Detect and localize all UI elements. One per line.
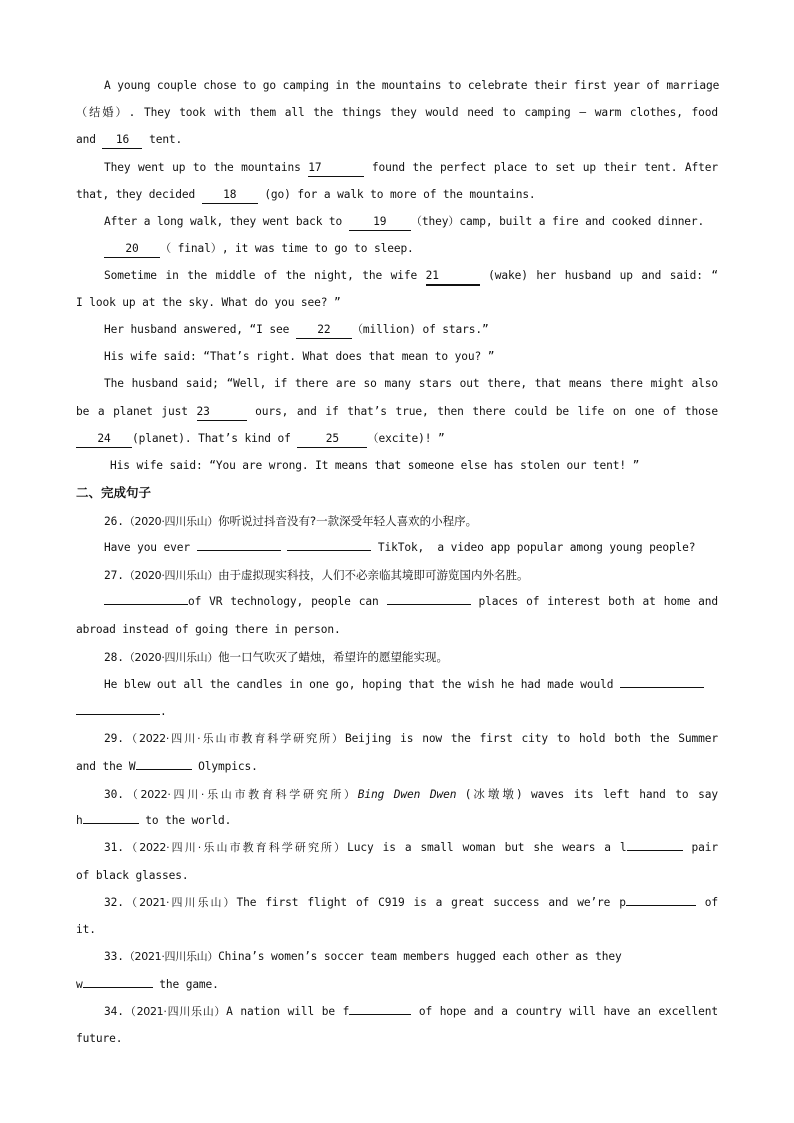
question-34: 34.（2021·四川乐山）A nation will be f of hope and a country will have an excellent [104, 1005, 718, 1018]
blank-20[interactable]: 20 [104, 241, 160, 258]
question-28-answer: . [76, 702, 718, 722]
blank-22[interactable]: 22 [296, 322, 352, 339]
answer-blank[interactable] [626, 905, 696, 906]
passage-line [76, 103, 718, 123]
answer-blank[interactable] [627, 850, 683, 851]
passage-line: After a long walk, they went back to 19 （they）camp, built a fire and cooked dinner. [104, 212, 718, 232]
passage-line [104, 76, 718, 96]
passage-line: Sometime in the middle of the night, the wife 21 (wake) her husband up and said: “ [104, 266, 718, 286]
question-33: 33.（2021·四川乐山）China’s women’s soccer team members hugged each other as they [104, 950, 622, 963]
passage-text: A young couple chose to go camping in the mountains to celebrate their first year of marriage [104, 79, 720, 92]
passage-text: （结婚）. They took with them all the things they would need to camping — warm clothes, food [76, 106, 718, 119]
question-26: 26.（2020·四川乐山）你听说过抖音没有?一款深受年轻人喜欢的小程序。 [104, 514, 478, 528]
question-26-answer: Have you ever TikTok, a video app popular among young people? [104, 541, 696, 554]
answer-blank[interactable] [76, 714, 160, 715]
answer-blank[interactable] [83, 823, 139, 824]
question-33-answer: w the game. [76, 978, 219, 991]
passage-line: His wife said: “That’s right. What does that mean to you? ” [104, 350, 495, 363]
answer-blank[interactable] [104, 604, 188, 605]
passage-line: and 16 tent. [76, 130, 718, 150]
passage-line: The husband said; “Well, if there are so many stars out there, that means there might also [104, 377, 718, 390]
passage-line: 24 (planet). That’s kind of 25 （excite)! ” [76, 429, 718, 449]
question-28-answer: He blew out all the candles in one go, hoping that the wish he had made would [104, 675, 718, 695]
question-30: 30.（2022·四川·乐山市教育科学研究所）Bing Dwen Dwen (冰墩墩) waves its left hand to say [104, 787, 718, 801]
question-27-answer: abroad instead of going there in person. [76, 623, 341, 636]
blank-25[interactable]: 25 [297, 431, 367, 448]
answer-blank[interactable] [136, 769, 192, 770]
passage-line: 20 （ final）, it was time to go to sleep. [104, 239, 718, 259]
question-29-answer: and the W Olympics. [76, 760, 258, 773]
answer-blank[interactable] [197, 550, 281, 551]
section-heading: 二、完成句子 [76, 485, 152, 500]
passage-line: Her husband answered, “I see 22 （million) of stars.” [104, 320, 718, 340]
question-31-answer: of black glasses. [76, 869, 189, 882]
blank-19[interactable]: 19 [349, 214, 411, 231]
passage-line: They went up to the mountains 17 found the perfect place to set up their tent. After [104, 158, 718, 178]
blank-18[interactable]: 18 [202, 187, 258, 204]
answer-blank[interactable] [287, 550, 371, 551]
question-31: 31.（2022·四川·乐山市教育科学研究所）Lucy is a small woman but she wears a l pair [104, 841, 718, 854]
blank-23[interactable]: 23 [197, 404, 247, 421]
question-32-answer: it. [76, 923, 96, 936]
question-28: 28.（2020·四川乐山）他一口气吹灭了蜡烛，希望许的愿望能实现。 [104, 650, 449, 664]
passage-line: I look up at the sky. What do you see? ” [76, 296, 341, 309]
passage-line: that, they decided 18 (go) for a walk to more of the mountains. [76, 185, 718, 205]
question-29: 29.（2022·四川·乐山市教育科学研究所）Beijing is now the first city to hold both the Summer [104, 732, 718, 745]
question-32: 32.（2021·四川乐山）The first flight of C919 is a great success and we’re p of [104, 896, 718, 909]
question-30-answer: h to the world. [76, 814, 232, 827]
blank-16[interactable]: 16 [102, 132, 142, 149]
blank-17[interactable]: 17 [308, 160, 364, 177]
question-27-answer: of VR technology, people can places of interest both at home and [104, 592, 718, 612]
blank-24[interactable]: 24 [76, 431, 132, 448]
answer-blank[interactable] [349, 1014, 411, 1015]
answer-blank[interactable] [620, 687, 704, 688]
answer-blank[interactable] [83, 987, 153, 988]
answer-blank[interactable] [387, 604, 471, 605]
passage-line: be a planet just 23 ours, and if that’s true, then there could be life on one of those [76, 402, 718, 422]
question-34-answer: future. [76, 1032, 123, 1045]
question-27: 27.（2020·四川乐山）由于虚拟现实科技，人们不必亲临其境即可游览国内外名胜。 [104, 568, 529, 582]
blank-21[interactable]: 21 [426, 268, 480, 286]
passage-line: His wife said: “You are wrong. It means that someone else has stolen our tent! ” [110, 459, 640, 472]
